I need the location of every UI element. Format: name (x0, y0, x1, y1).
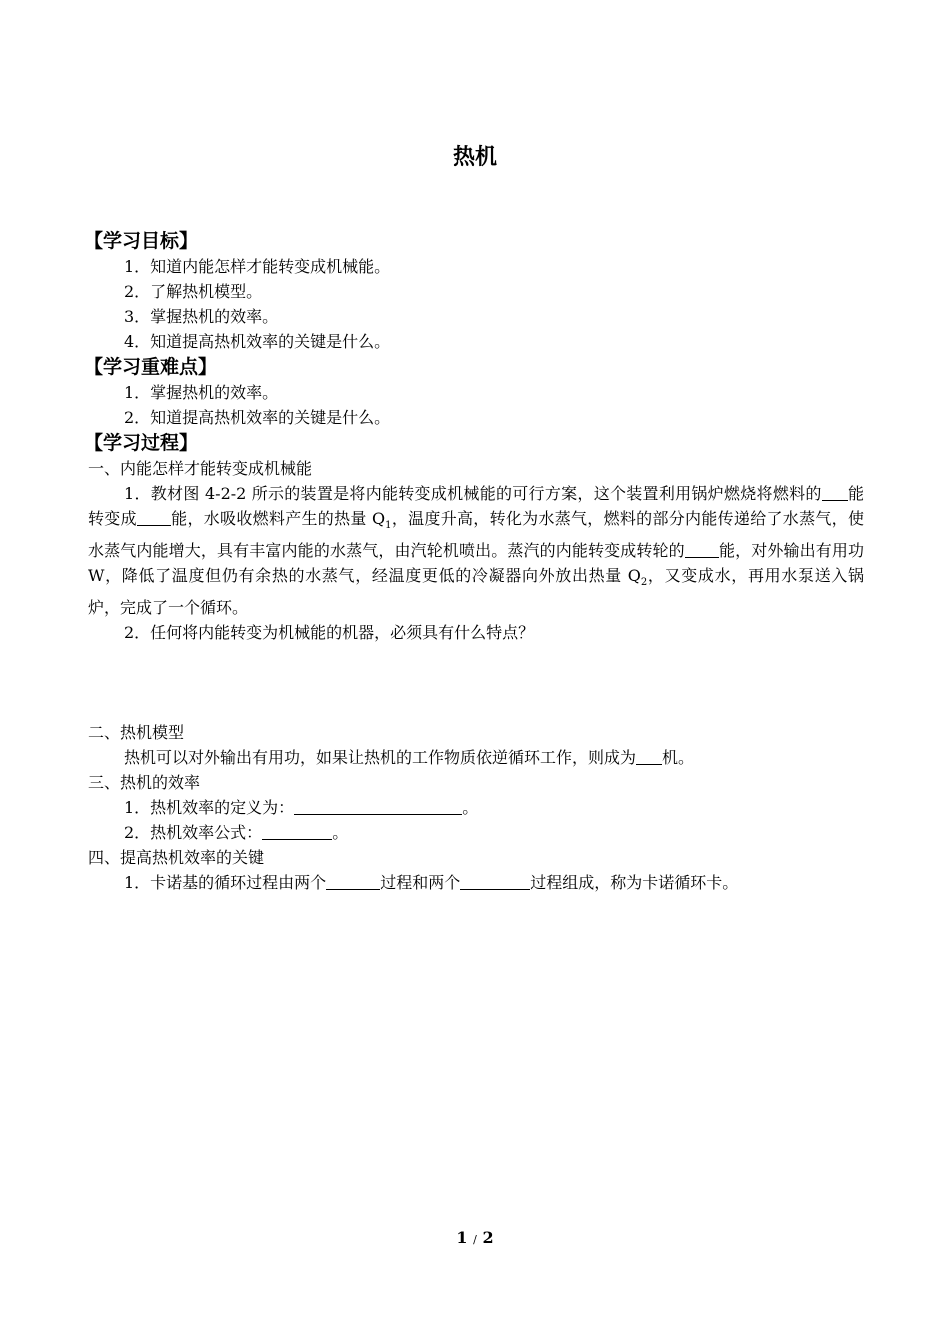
page-title: 热机 (452, 145, 497, 170)
page-separator: / (473, 1233, 477, 1246)
document-body (84, 228, 864, 895)
key-points-heading: 【学习重难点】 (84, 356, 218, 378)
fill-blank[interactable] (326, 873, 380, 890)
section-2-title: 二、热机模型 (88, 723, 185, 743)
section-3-item-1: 1．热机效率的定义为： 。 (124, 798, 479, 818)
objective-item: 3．掌握热机的效率。 (124, 307, 279, 326)
section-3-title: 三、热机的效率 (88, 773, 201, 793)
page-total: 2 (482, 1228, 494, 1247)
section-2-text: 热机可以对外输出有用功，如果让热机的工作物质依逆循环工作，则成为 机。 (124, 748, 695, 768)
section-4-title: 四、提高热机效率的关键 (88, 848, 265, 868)
page-number (0, 1228, 950, 1247)
section-1-title: 一、内能怎样才能转变成机械能 (88, 459, 313, 478)
objectives-heading: 【学习目标】 (84, 230, 199, 252)
fill-blank[interactable] (137, 509, 171, 526)
answer-space (88, 645, 864, 720)
section-4-item-1: 1．卡诺基的循环过程由两个 过程和两个 过程组成，称为卡诺循环卡。 (124, 873, 739, 893)
fill-blank[interactable] (636, 748, 662, 765)
section-3-item-2: 2．热机效率公式： 。 (124, 823, 349, 843)
objective-item: 1．知道内能怎样才能转变成机械能。 (124, 257, 391, 276)
fill-blank[interactable] (262, 823, 332, 840)
key-point-item: 2．知道提高热机效率的关键是什么。 (124, 408, 391, 427)
section-1-paragraph-1: 1．教材图 4-2-2 所示的装置是将内能转变成机械能的可行方案，这个装置利用锅炉燃烧将燃料的 能转变成 能，水吸收燃料产生的热量 $Q_1$，温度升高，转化为水蒸气，燃料的部分内能传递给了水蒸气，使水蒸气内能增大，具有丰富内能的水蒸气，由汽轮机喷出。蒸汽的内能转变成转轮的 能，对外输出有用功 W，降低了温度但仍有余热的水蒸气，经温度更低的冷凝器向外放出热量 $Q_2$，又变成水，再用水泵送入锅炉，完成了一个循环。 (88, 484, 864, 618)
objective-item: 4．知道提高热机效率的关键是什么。 (124, 332, 391, 351)
section-1-paragraph-2: 2．任何将内能转变为机械能的机器，必须具有什么特点？ (124, 623, 535, 643)
process-heading: 【学习过程】 (84, 432, 199, 454)
page-current: 1 (456, 1228, 468, 1247)
fill-blank[interactable] (460, 873, 530, 890)
fill-blank[interactable] (822, 484, 848, 501)
fill-blank[interactable] (294, 798, 462, 815)
objective-item: 2．了解热机模型。 (124, 282, 263, 301)
key-point-item: 1．掌握热机的效率。 (124, 383, 279, 402)
fill-blank[interactable] (685, 541, 719, 558)
